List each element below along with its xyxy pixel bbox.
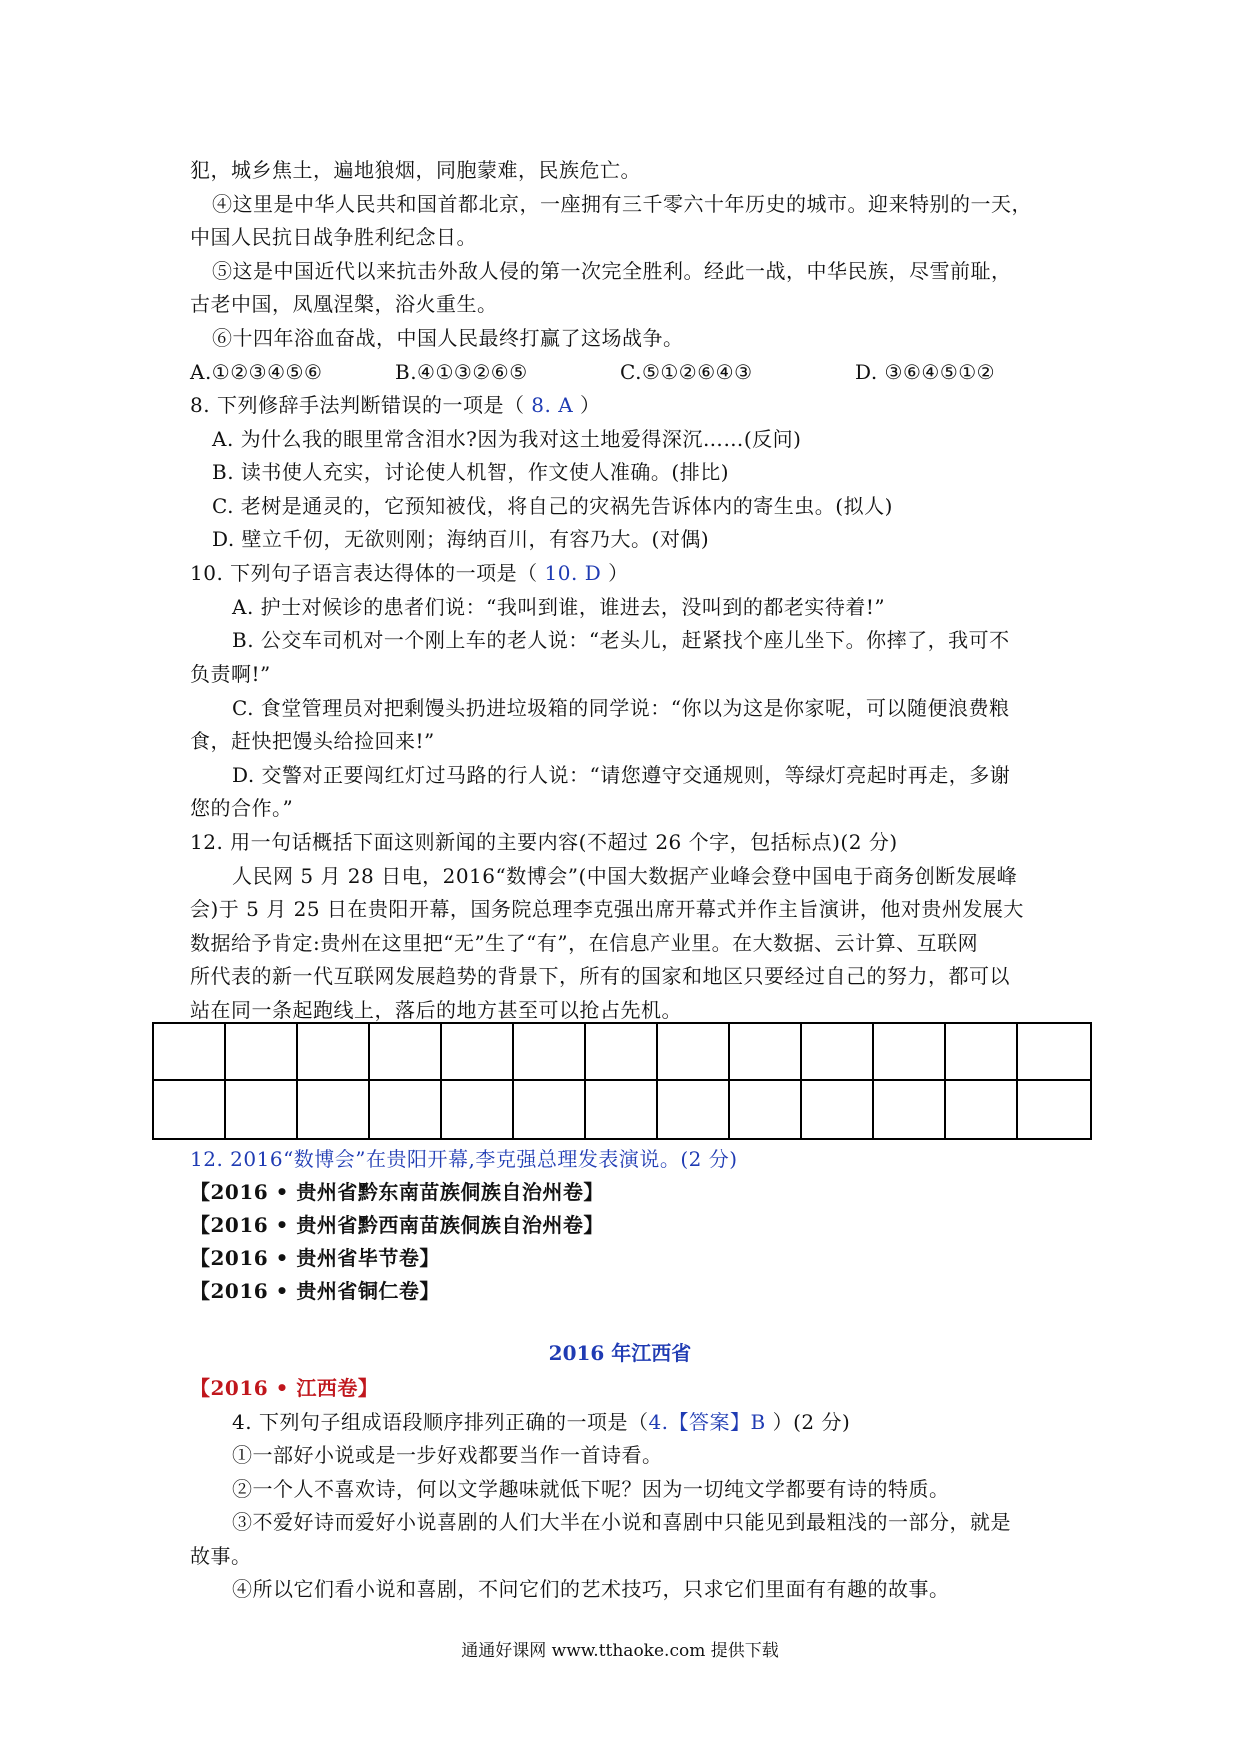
grid-cell[interactable]	[586, 1081, 658, 1138]
grid-cell[interactable]	[370, 1024, 442, 1081]
grid-cell[interactable]	[658, 1081, 730, 1138]
grid-cell[interactable]	[370, 1081, 442, 1138]
q8-option-a: A. 为什么我的眼里常含泪水?因为我对这土地爱得深沉……(反问)	[212, 427, 802, 451]
grid-cell[interactable]	[730, 1081, 802, 1138]
q8-option-c: C. 老树是通灵的，它预知被伐，将自己的灾祸先告诉体内的寄生虫。(拟人)	[212, 494, 893, 518]
news-paragraph: 会)于 5 月 25 日在贵阳开幕，国务院总理李克强出席开幕式并作主旨演讲，他对贵州发展大	[190, 897, 1024, 921]
passage-line: 古老中国，凤凰涅槃，浴火重生。	[190, 292, 498, 316]
news-paragraph: 所代表的新一代互联网发展趋势的背景下，所有的国家和地区只要经过自己的努力，都可以	[190, 964, 1010, 988]
grid-cell[interactable]	[802, 1024, 874, 1081]
q10-option-d: D. 交警对正要闯红灯过马路的行人说：“请您遵守交通规则，等绿灯亮起时再走，多谢	[232, 763, 1011, 787]
grid-cell[interactable]	[874, 1024, 946, 1081]
q4-sentence-cont: 故事。	[190, 1544, 252, 1568]
passage-line: ⑤这是中国近代以来抗击外敌人侵的第一次完全胜利。经此一战，中华民族，尽雪前耻，	[212, 259, 1012, 283]
grid-cell[interactable]	[874, 1081, 946, 1138]
q4-sentence: ④所以它们看小说和喜剧，不问它们的艺术技巧，只求它们里面有有趣的故事。	[232, 1577, 950, 1601]
news-paragraph: 人民网 5 月 28 日电，2016“数博会”(中国大数据产业峰会登中国电于商务创断发展峰	[232, 864, 1018, 888]
q7-option-d: D. ③⑥④⑤①②	[855, 360, 996, 384]
grid-cell[interactable]	[442, 1024, 514, 1081]
news-paragraph: 站在同一条起跑线上，落后的地方甚至可以抢占先机。	[190, 998, 682, 1022]
section-title: 2016 年江西省	[548, 1341, 692, 1365]
q8-stem: 8. 下列修辞手法判断错误的一项是（ 8. A ）	[190, 393, 601, 417]
grid-cell[interactable]	[802, 1081, 874, 1138]
grid-cell[interactable]	[226, 1024, 298, 1081]
news-paragraph: 数据给予肯定:贵州在这里把“无”生了“有”，在信息产业里。在大数据、云计算、互联网	[190, 931, 979, 955]
grid-cell[interactable]	[946, 1024, 1018, 1081]
jiangxi-label: 【2016 • 江西卷】	[190, 1376, 379, 1400]
grid-cell[interactable]	[154, 1024, 226, 1081]
q4-stem: 4. 下列句子组成语段顺序排列正确的一项是（4.【答案】B ）(2 分)	[232, 1410, 851, 1434]
q7-option-c: C.⑤①②⑥④③	[620, 360, 753, 384]
q10-option-c: C. 食堂管理员对把剩馒头扔进垃圾箱的同学说：“你以为这是你家呢，可以随便浪费粮	[232, 696, 1010, 720]
q4-answer: 4.【答案】B	[648, 1410, 766, 1434]
grid-cell[interactable]	[514, 1024, 586, 1081]
passage-line: 犯，城乡焦土，遍地狼烟，同胞蒙难，民族危亡。	[190, 158, 641, 182]
q4-sentence: ③不爱好诗而爱好小说喜剧的人们大半在小说和喜剧中只能见到最粗浅的一部分，就是	[232, 1510, 1011, 1534]
grid-cell[interactable]	[1018, 1024, 1090, 1081]
source-label: 【2016 • 贵州省黔西南苗族侗族自治州卷】	[190, 1213, 604, 1237]
q8-answer: 8. A	[524, 393, 574, 417]
q4-sentence: ②一个人不喜欢诗，何以文学趣味就低下呢？因为一切纯文学都要有诗的特质。	[232, 1477, 950, 1501]
source-label: 【2016 • 贵州省毕节卷】	[190, 1246, 440, 1270]
grid-cell[interactable]	[586, 1024, 658, 1081]
grid-cell[interactable]	[514, 1081, 586, 1138]
q10-option-d-cont: 您的合作。”	[190, 796, 294, 820]
source-label: 【2016 • 贵州省铜仁卷】	[190, 1279, 440, 1303]
grid-cell[interactable]	[658, 1024, 730, 1081]
grid-cell[interactable]	[226, 1081, 298, 1138]
page-footer: 通通好课网 www.tthaoke.com 提供下载	[461, 1641, 779, 1661]
answer-grid	[152, 1022, 1092, 1140]
q10-option-b: B. 公交车司机对一个刚上车的老人说：“老头儿，赶紧找个座儿坐下。你摔了，我可不	[232, 628, 1010, 652]
grid-cell[interactable]	[1018, 1081, 1090, 1138]
grid-cell[interactable]	[730, 1024, 802, 1081]
q10-stem: 10. 下列句子语言表达得体的一项是（ 10. D ）	[190, 561, 629, 585]
q8-option-b: B. 读书使人充实，讨论使人机智，作文使人准确。(排比)	[212, 460, 730, 484]
q12-answer: 12. 2016“数博会”在贵阳开幕,李克强总理发表演说。(2 分)	[190, 1147, 738, 1171]
q10-option-c-cont: 食，赶快把馒头给捡回来!”	[190, 729, 435, 753]
q4-sentence: ①一部好小说或是一步好戏都要当作一首诗看。	[232, 1443, 663, 1467]
q7-option-a: A.①②③④⑤⑥	[190, 360, 323, 384]
source-label: 【2016 • 贵州省黔东南苗族侗族自治州卷】	[190, 1180, 604, 1204]
q10-option-a: A. 护士对候诊的患者们说：“我叫到谁，谁进去，没叫到的都老实待着!”	[232, 595, 886, 619]
q10-option-b-cont: 负责啊!”	[190, 662, 271, 686]
q7-options	[190, 358, 1070, 386]
grid-cell[interactable]	[298, 1081, 370, 1138]
grid-cell[interactable]	[946, 1081, 1018, 1138]
grid-cell[interactable]	[442, 1081, 514, 1138]
grid-cell[interactable]	[298, 1024, 370, 1081]
passage-line: ⑥十四年浴血奋战，中国人民最终打赢了这场战争。	[212, 326, 684, 350]
q7-option-b: B.④①③②⑥⑤	[395, 360, 528, 384]
grid-cell[interactable]	[154, 1081, 226, 1138]
q12-stem: 12. 用一句话概括下面这则新闻的主要内容(不超过 26 个字，包括标点)(2 分)	[190, 830, 898, 854]
passage-line: ④这里是中华人民共和国首都北京，一座拥有三千零六十年历史的城市。迎来特别的一天，	[212, 192, 1032, 216]
q10-answer: 10. D	[537, 561, 602, 585]
passage-line: 中国人民抗日战争胜利纪念日。	[190, 225, 477, 249]
q8-option-d: D. 壁立千仞，无欲则刚；海纳百川，有容乃大。(对偶)	[212, 527, 710, 551]
